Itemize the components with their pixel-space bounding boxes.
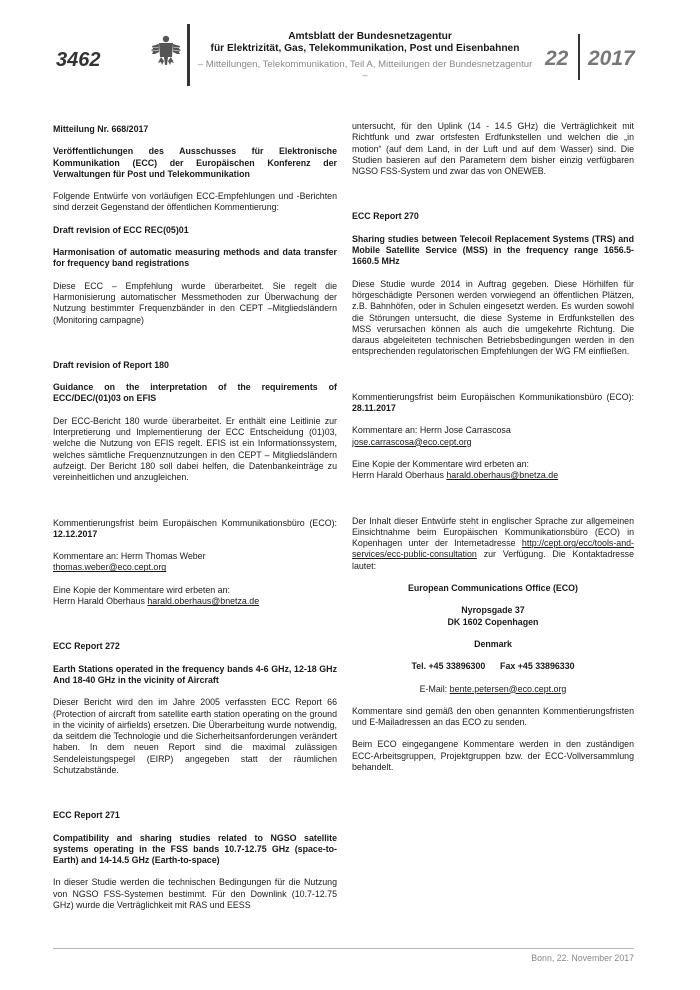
section-subheading: Compatibility and sharing studies related to NGSO satellite systems operating in the FSS bands 10.7-12.75 GHz (space-to-Earth) and 14-14.5 GHz (Earth-to-space) (53, 832, 337, 866)
consultation-url-link[interactable]: http://cept.org/ecc/tools-and-services/ecc-public-consultation (352, 538, 634, 560)
federal-eagle-icon (150, 33, 182, 69)
comments-recipient: Kommentare an: Herrn Thomas Weber (53, 551, 206, 562)
section-text: In dieser Studie werden die technischen Bedingungen für die Nutzung von NGSO FSS-Systemen bestimmt. Für den Downlink (10.7-12.75 GHz) wurde die Verträglichkeit mit RAS und EESS (53, 877, 337, 911)
section-subheading: Harmonisation of automatic measuring methods and data transfer for frequency band registrations (53, 247, 337, 269)
eco-city: DK 1602 Copenhagen (447, 616, 539, 627)
eco-phone-fax: Tel. +45 33896300 Fax +45 33896330 (411, 661, 575, 672)
comments-email-link[interactable]: thomas.weber@eco.cept.org (53, 562, 167, 573)
journal-subtitle: für Elektrizität, Gas, Telekommunikation, Post und Eisenbahnen (210, 43, 520, 54)
left-column (53, 124, 337, 911)
right-column (352, 121, 634, 773)
intro-text: Folgende Entwürfe von vorläufigen ECC-Empfehlungen und -Berichten sind derzeit Gegenstand der öffentlichen Kommentierung: (53, 191, 337, 213)
section-heading: ECC Report 272 (53, 641, 120, 652)
eco-country: Denmark (474, 638, 512, 649)
section-text: Der ECC-Bericht 180 wurde überarbeitet. Er enthält eine Leitlinie zur Interpretierung und Implementierung der ECC Entscheidung (01)03, welche die Nutzung von EFIS regelt. EFIS ist ein Informationssystem, welches sämtliche Frequenznutzungen in den CEPT – Mitgliedsländern aufzeigt. Der Bericht 180 soll dabei helfen, die Datenbankeinträge zu vereinheitlichen und anzugleichen. (53, 415, 337, 483)
issue-divider (578, 34, 580, 80)
comments-email-link[interactable]: jose.carrascosa@eco.cept.org (352, 436, 472, 447)
copy-recipient: Herrn Harald Oberhaus harald.oberhaus@bnetza.de (352, 470, 559, 481)
section-subheading: Earth Stations operated in the frequency bands 4-6 GHz, 12-18 GHz And 18-40 GHz in the vicinity of Aircraft (53, 663, 337, 685)
section-text: Diese ECC – Empfehlung wurde überarbeitet. Sie regelt die Harmonisierung automatischer Messmethoden zur Überwachung der Nutzung bestimmter Frequenzbänder in den CEPT –Mitgliedsländern (Monitoring campagne) (53, 280, 337, 325)
issue-number: 22 (545, 47, 569, 70)
header-divider (187, 24, 190, 86)
section-text: Dieser Bericht wird den im Jahre 2005 verfassten ECC Report 66 (Protection of aircraft from satellite earth station operating on the ground in the vicinity of airfields) ersetzen. Die Überarbeitung wurde notwendig, da seitdem die Technologie und die Sicherheitsanforderungen verändert haben. In dem neuen Report sind die maximal zulässigen Sendeleistungspegel (EIRP) angegeben statt der räumlichen Schutzabstände. (53, 697, 337, 775)
footer-divider (53, 948, 634, 949)
section-subheading: Guidance on the interpretation of the requirements of ECC/DEC/(01)03 on EFIS (53, 382, 337, 404)
section-heading: Draft revision of Report 180 (53, 359, 169, 370)
page-number: 3462 (56, 49, 101, 71)
comment-deadline: Kommentierungsfrist beim Europäischen Kommunikationsbüro (ECO): 12.12.2017 (53, 517, 337, 539)
copy-recipient: Herrn Harald Oberhaus harald.oberhaus@bnetza.de (53, 596, 260, 607)
section-subheading: Sharing studies between Telecoil Replacement Systems (TRS) and Mobile Satellite Service (MSS) in the frequency range 1656.5-1660.5 MHz (352, 233, 634, 267)
copy-request: Eine Kopie der Kommentare wird erbeten an: (352, 458, 529, 469)
eco-name: European Communications Office (ECO) (407, 583, 578, 594)
section-text: Diese Studie wurde 2014 in Auftrag gegeben. Diese Hörhilfen für hörgeschädigte Personen werden vorwiegend an öffentlichen Plätzen, z.B. Bahnhöfen, oder in Schulen eingesetzt werden. Es wurden sowohl die Störungen untersucht, die diese Systeme in Erdfunkstellen des MSS verursachen können als auch die umgekehrte Richtung. Die daraus abgeleiteten technischen Betriebsbedingungen werden in den entsprechenden regulatorischen Empfehlungen der WG FM einfließen. (352, 278, 634, 357)
notice-title: Veröffentlichungen des Ausschusses für Elektronische Kommunikation (ECC) der Europäischen Konferenz der Verwaltungen für Post und Telekommunikation (53, 146, 337, 179)
section-subtitle: – Mitteilungen, Telekommunikation, Teil A, Mitteilungen der Bundesnetzagentur – (197, 59, 533, 81)
closing-text: Kommentare sind gemäß den oben genannten Kommentierungsfristen und E-Mailadressen an das ECO zu senden. (352, 705, 634, 728)
copy-request: Eine Kopie der Kommentare wird erbeten an: (53, 584, 230, 595)
copy-email-link[interactable]: harald.oberhaus@bnetza.de (147, 596, 260, 607)
notice-number: Mitteilung Nr. 668/2017 (53, 124, 149, 134)
section-heading: ECC Report 271 (53, 810, 120, 821)
closing-text: Beim ECO eingegangene Kommentare werden in den zuständigen ECC-Arbeitsgruppen, Projektgruppen bzw. der ECC-Vollversammlung behandelt. (352, 739, 634, 772)
copy-email-link[interactable]: harald.oberhaus@bnetza.de (446, 470, 559, 481)
section-heading: Draft revision of ECC REC(05)01 (53, 224, 189, 235)
footer-date: Bonn, 22. November 2017 (531, 953, 634, 963)
comment-deadline: Kommentierungsfrist beim Europäischen Kommunikationsbüro (ECO): 28.11.2017 (352, 391, 634, 414)
journal-title: Amtsblatt der Bundesnetzagentur (288, 31, 452, 42)
eco-email-link[interactable]: bente.petersen@eco.cept.org (449, 683, 567, 694)
issue-year: 2017 (588, 47, 635, 70)
availability-text: Der Inhalt dieser Entwürfe steht in englischer Sprache zur allgemeinen Einsichtnahme beim Europäischen Kommunikationsbüro (ECO) in Kopenhagen unter der Internetadresse http://cept.org/ecc/tools-and-services/ecc-public-consultation zur Verfügung. Die Kontaktadresse lautet: (352, 515, 634, 571)
comments-recipient: Kommentare an: Herrn Jose Carrascosa (352, 425, 511, 436)
eco-street: Nyropsgade 37 (461, 605, 525, 616)
section-heading: ECC Report 270 (352, 211, 419, 222)
continued-text: untersucht, für den Uplink (14 - 14.5 GHz) die Verträglichkeit mit Richtfunk und zwar ortsfesten Erdfunkstellen und welchen die „in motion“ (auf dem Land, in der Luft und auf dem Wasser) sind. Die Studien basieren auf den Parametern dem bisher einzig verfügbaren NGSO FSS-System und zwar das von ONEWEB. (352, 121, 634, 177)
eco-email-line: E-Mail: bente.petersen@eco.cept.org (419, 683, 567, 694)
